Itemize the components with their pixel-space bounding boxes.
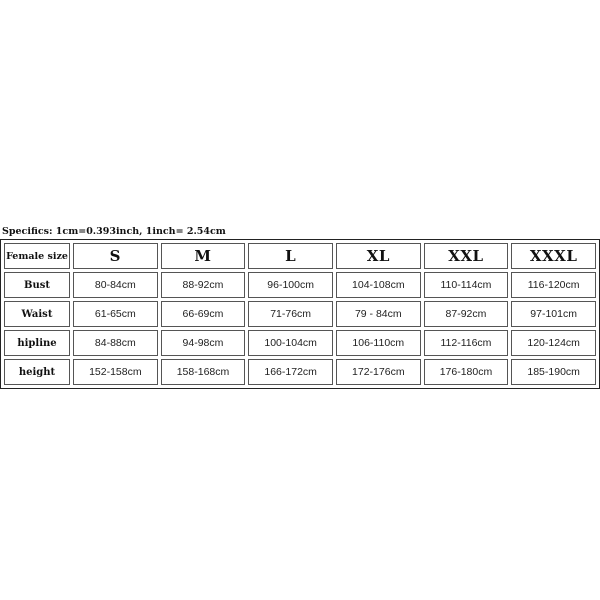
table-cell: 84-88cm: [73, 330, 158, 356]
table-cell: 104-108cm: [336, 272, 421, 298]
size-header-xxl: XXL: [424, 243, 509, 269]
table-cell: 158-168cm: [161, 359, 246, 385]
table-cell: 87-92cm: [424, 301, 509, 327]
table-row-hipline: [4, 330, 596, 356]
corner-label: Female size: [4, 243, 70, 269]
table-cell: 80-84cm: [73, 272, 158, 298]
table-cell: 176-180cm: [424, 359, 509, 385]
table-cell: 120-124cm: [511, 330, 596, 356]
table-cell: 112-116cm: [424, 330, 509, 356]
table-row-waist: [4, 301, 596, 327]
table-cell: 88-92cm: [161, 272, 246, 298]
table-row-bust: [4, 272, 596, 298]
size-header-m: M: [161, 243, 246, 269]
table-cell: 100-104cm: [248, 330, 333, 356]
table-cell: 185-190cm: [511, 359, 596, 385]
table-cell: 79 - 84cm: [336, 301, 421, 327]
table-cell: 116-120cm: [511, 272, 596, 298]
table-cell: 166-172cm: [248, 359, 333, 385]
table-cell: 110-114cm: [424, 272, 509, 298]
size-header-s: S: [73, 243, 158, 269]
table-row-height: [4, 359, 596, 385]
table-cell: 94-98cm: [161, 330, 246, 356]
specifics-note: Specifics: 1cm=0.393inch, 1inch= 2.54cm: [2, 226, 226, 237]
row-label-waist: Waist: [4, 301, 70, 327]
size-header-xl: XL: [336, 243, 421, 269]
table-cell: 96-100cm: [248, 272, 333, 298]
table-cell: 152-158cm: [73, 359, 158, 385]
table-cell: 172-176cm: [336, 359, 421, 385]
table-cell: 71-76cm: [248, 301, 333, 327]
row-label-hipline: hipline: [4, 330, 70, 356]
size-header-xxxl: XXXL: [511, 243, 596, 269]
size-header-l: L: [248, 243, 333, 269]
row-label-bust: Bust: [4, 272, 70, 298]
row-label-height: height: [4, 359, 70, 385]
table-cell: 97-101cm: [511, 301, 596, 327]
table-header-row: [4, 243, 596, 269]
table-cell: 106-110cm: [336, 330, 421, 356]
size-chart-table: [0, 239, 600, 389]
table-cell: 61-65cm: [73, 301, 158, 327]
table-cell: 66-69cm: [161, 301, 246, 327]
